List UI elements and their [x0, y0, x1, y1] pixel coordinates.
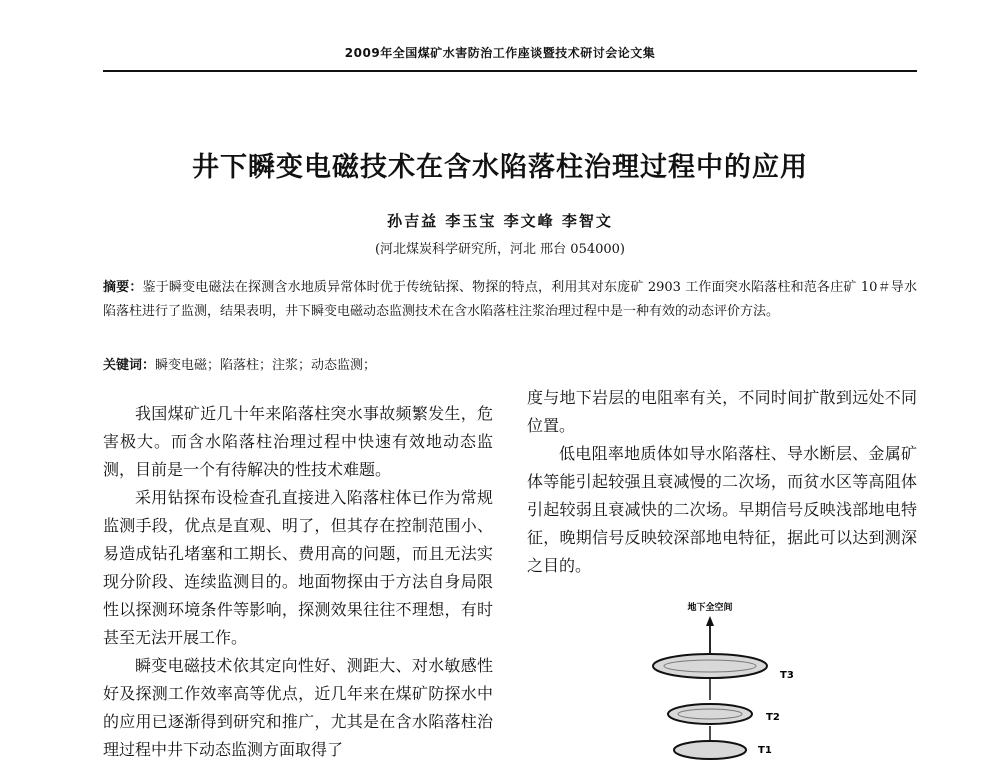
field-ring-t2: [668, 704, 752, 724]
figure-top-label: 地下全空间: [687, 603, 733, 613]
ring-label: T3: [780, 670, 794, 681]
affiliation: (河北煤炭科学研究所，河北 邢台 054000): [374, 242, 626, 257]
keywords: [103, 356, 917, 376]
header-rule: [103, 70, 917, 72]
tem-diffusion-figure: [630, 596, 810, 760]
ring-label: T2: [766, 712, 780, 723]
paragraph: 低电阻率地质体如导水陷落柱、导水断层、金属矿体等能引起较强且衰减慢的二次场，而贫水区等高阻体引起较弱且衰减快的二次场。早期信号反映浅部地电特征，晚期信号反映较深部地电特征，据此可以达到测深之目的。: [527, 444, 917, 575]
body-column-right: [527, 384, 917, 580]
figure-svg: [630, 596, 810, 760]
authors: 孙吉益 李玉宝 李文峰 李智文: [387, 212, 613, 230]
keywords-label: 关键词：: [103, 358, 156, 373]
abstract-label: 摘要：: [103, 280, 143, 295]
abstract: [103, 276, 917, 324]
paragraph: 采用钻探布设检查孔直接进入陷落柱体已作为常规监测手段，优点是直观、明了，但其存在控制范围小、易造成钻孔堵塞和工期长、费用高的问题，而且无法实现分阶段、连续监测目的。地面物探由于方法自身局限性以探测环境条件等影响，探测效果往往不理想，有时甚至无法开展工作。: [103, 488, 493, 647]
paper-title: 井下瞬变电磁技术在含水陷落柱治理过程中的应用: [192, 152, 808, 183]
field-ring-t3: [653, 654, 767, 678]
up-arrow-icon: [706, 616, 714, 626]
field-ring-t1: [674, 741, 746, 759]
ring-label: T1: [758, 745, 772, 756]
paragraph: 度与地下岩层的电阻率有关，不同时间扩散到远处不同位置。: [527, 388, 917, 435]
running-header: 2009年全国煤矿水害防治工作座谈暨技术研讨会论文集: [344, 46, 656, 60]
paragraph: 我国煤矿近几十年来陷落柱突水事故频繁发生，危害极大。而含水陷落柱治理过程中快速有效地动态监测，目前是一个有待解决的性技术难题。: [103, 404, 493, 479]
keywords-text: 瞬变电磁；陷落柱；注浆；动态监测；: [155, 358, 377, 373]
paragraph: 瞬变电磁技术依其定向性好、测距大、对水敏感性好及探测工作效率高等优点，近几年来在煤矿防探水中的应用已逐渐得到研究和推广，尤其是在含水陷落柱治理过程中井下动态监测方面取得了: [103, 656, 493, 759]
abstract-text: 鉴于瞬变电磁法在探测含水地质异常体时优于传统钻探、物探的特点，利用其对东庞矿 2903 工作面突水陷落柱和范各庄矿 10＃导水陷落柱进行了监测，结果表明，井下瞬变电磁动态监测技术在含水陷落柱注浆治理过程中是一种有效的动态评价方法。: [103, 280, 917, 319]
body-column-left: [103, 400, 493, 764]
